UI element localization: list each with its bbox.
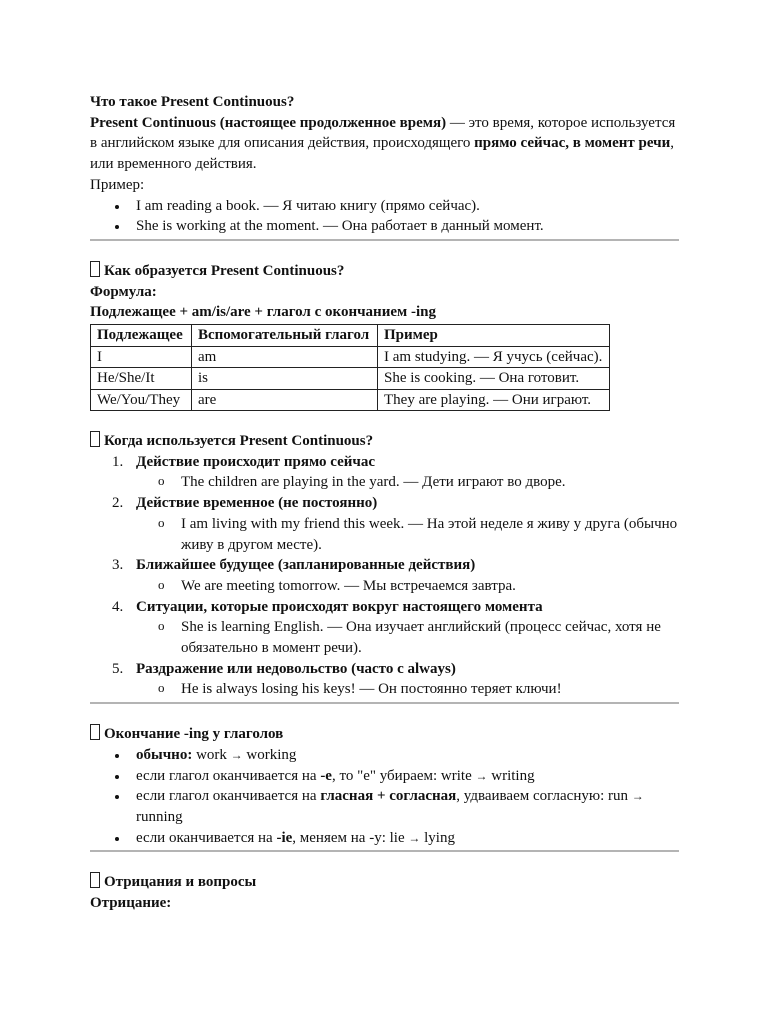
document-page [90,92,679,914]
list-item: если оканчивается на -ie, меняем на -y: lie → lying [136,828,679,849]
formula: Подлежащее + am/is/are + глагол с окончанием -ing [90,304,436,321]
conjugation-table [90,324,610,411]
table-header: Вспомогательный глагол [192,325,378,347]
formula-label: Формула: [90,283,157,300]
list-item [112,659,679,700]
list-item: o She is learning English. — Она изучает английский (процесс сейчас, хотя не обязательно в момент речи). [181,617,679,658]
usage-label: Действие происходит прямо сейчас [136,453,376,470]
list-number: 4. [112,598,124,615]
list-item: o I am living with my friend this week. — На этой неделе я живу у друга (обычно живу в другом месте). [181,514,679,555]
missing-glyph-icon [90,261,100,277]
list-item: обычно: work → working [136,745,679,766]
list-item: o The children are playing in the yard. — Дети играют во дворе. [181,472,679,493]
table-cell: She is cooking. — Она готовит. [378,368,610,390]
list-item: I am reading a book. — Я читаю книгу (прямо сейчас). [136,196,679,217]
missing-glyph-icon [90,724,100,740]
section-title-usage: Когда используется Present Continuous? [90,431,679,452]
missing-glyph-icon [90,431,100,447]
list-number: 2. [112,495,124,512]
usage-list [90,452,679,700]
table-header: Подлежащее [91,325,192,347]
example-label: Пример: [90,176,145,193]
section-title-what-is: Что такое Present Continuous? [90,94,295,110]
list-item: o We are meeting tomorrow. — Мы встречаемся завтра. [181,576,679,597]
usage-label: Раздражение или недовольство (часто с always) [136,660,456,677]
table-cell: are [192,389,378,411]
list-item [112,493,679,555]
list-item: если глагол оканчивается на гласная + согласная, удваиваем согласную: run → running [136,786,679,827]
section-title-negation: Отрицания и вопросы [90,872,679,893]
list-item: если глагол оканчивается на -e, то "e" убираем: write → writing [136,766,679,787]
list-item [112,452,679,493]
table-cell: I am studying. — Я учусь (сейчас). [378,346,610,368]
list-item [112,555,679,596]
table-cell: We/You/They [91,389,192,411]
ing-rules-list [90,745,679,849]
section-title-formation: Как образуется Present Continuous? [90,261,679,282]
definition-term: Present Continuous (настоящее продолженное время) [90,114,447,131]
table-row [91,389,610,411]
sub-list [136,472,679,493]
arrow-icon: → [230,747,243,762]
list-number: 1. [112,453,124,470]
list-number: 3. [112,557,124,574]
table-cell: is [192,368,378,390]
definition-paragraph: Present Continuous (настоящее продолженное время) — это время, которое используется в английском языке для описания действия, происходящего прямо сейчас, в момент речи, или временного действия. [90,114,676,173]
sub-list [136,679,679,700]
usage-label: Действие временное (не постоянно) [136,495,378,512]
arrow-icon: → [475,768,488,783]
sub-list [136,514,679,555]
usage-label: Ситуации, которые происходят вокруг настоящего момента [136,598,543,615]
table-cell: He/She/It [91,368,192,390]
list-item [112,597,679,659]
list-number: 5. [112,660,124,677]
missing-glyph-icon [90,872,100,888]
table-cell: They are playing. — Они играют. [378,389,610,411]
arrow-icon: → [408,830,421,845]
section-title-ing-ending: Окончание -ing у глаголов [90,724,679,745]
list-item: She is working at the moment. — Она работает в данный момент. [136,216,679,237]
arrow-icon: → [631,789,644,804]
example-list [90,196,679,237]
sub-list [136,617,679,658]
table-cell: I [91,346,192,368]
negation-label: Отрицание: [90,895,172,912]
list-item: o He is always losing his keys! — Он постоянно теряет ключи! [181,679,679,700]
table-cell: am [192,346,378,368]
sub-list [136,576,679,597]
table-row [91,368,610,390]
table-header: Пример [378,325,610,347]
table-row [91,346,610,368]
usage-label: Ближайшее будущее (запланированные действия) [136,557,476,574]
table-header-row [91,325,610,347]
